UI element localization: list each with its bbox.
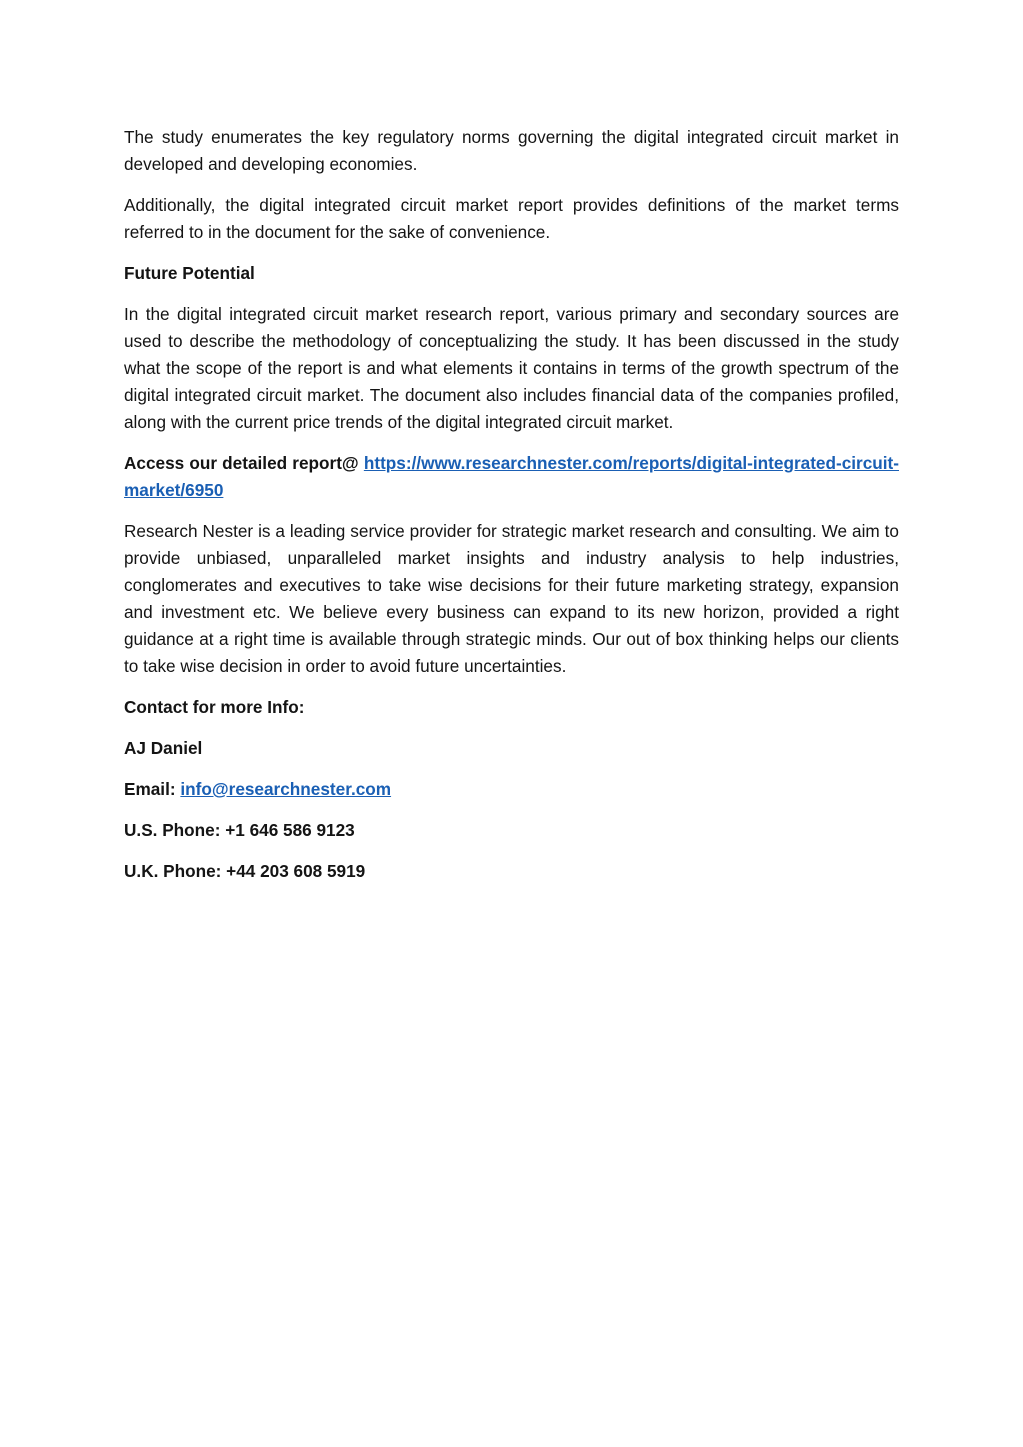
contact-heading: Contact for more Info:: [124, 697, 305, 717]
email-label: Email:: [124, 779, 176, 799]
access-report-paragraph: [124, 450, 899, 504]
report-link[interactable]: https://www.researchnester.com/reports/digital-integrated-circuit-market/6950: [124, 453, 899, 500]
about-paragraph: Research Nester is a leading service provider for strategic market research and consulting. We aim to provide unbiased, unparalleled market insights and industry analysis to help industries, conglomerates and executives to take wise decisions for their future marketing strategy, expansion and investment etc. We believe every business can expand to its new horizon, provided a right guidance at a right time is available through strategic minds. Our out of box thinking helps our clients to take wise decision in order to avoid future uncertainties.: [124, 521, 899, 676]
uk-phone: U.K. Phone: +44 203 608 5919: [124, 861, 366, 881]
definitions-paragraph: Additionally, the digital integrated circuit market report provides definitions of the market terms referred to in the document for the sake of convenience.: [124, 195, 899, 242]
document-body: [124, 124, 899, 899]
us-phone: U.S. Phone: +1 646 586 9123: [124, 820, 355, 840]
regulatory-paragraph: The study enumerates the key regulatory norms governing the digital integrated circuit market in developed and developing economies.: [124, 127, 899, 174]
future-potential-heading: Future Potential: [124, 263, 255, 283]
email-link[interactable]: info@researchnester.com: [180, 779, 392, 799]
contact-name: AJ Daniel: [124, 738, 203, 758]
access-report-label: Access our detailed report@: [124, 453, 359, 473]
email-line: [124, 776, 899, 803]
future-potential-paragraph: In the digital integrated circuit market research report, various primary and secondary sources are used to describe the methodology of conceptualizing the study. It has been discussed in the study what the scope of the report is and what elements it contains in terms of the growth spectrum of the digital integrated circuit market. The document also includes financial data of the companies profiled, along with the current price trends of the digital integrated circuit market.: [124, 304, 899, 432]
